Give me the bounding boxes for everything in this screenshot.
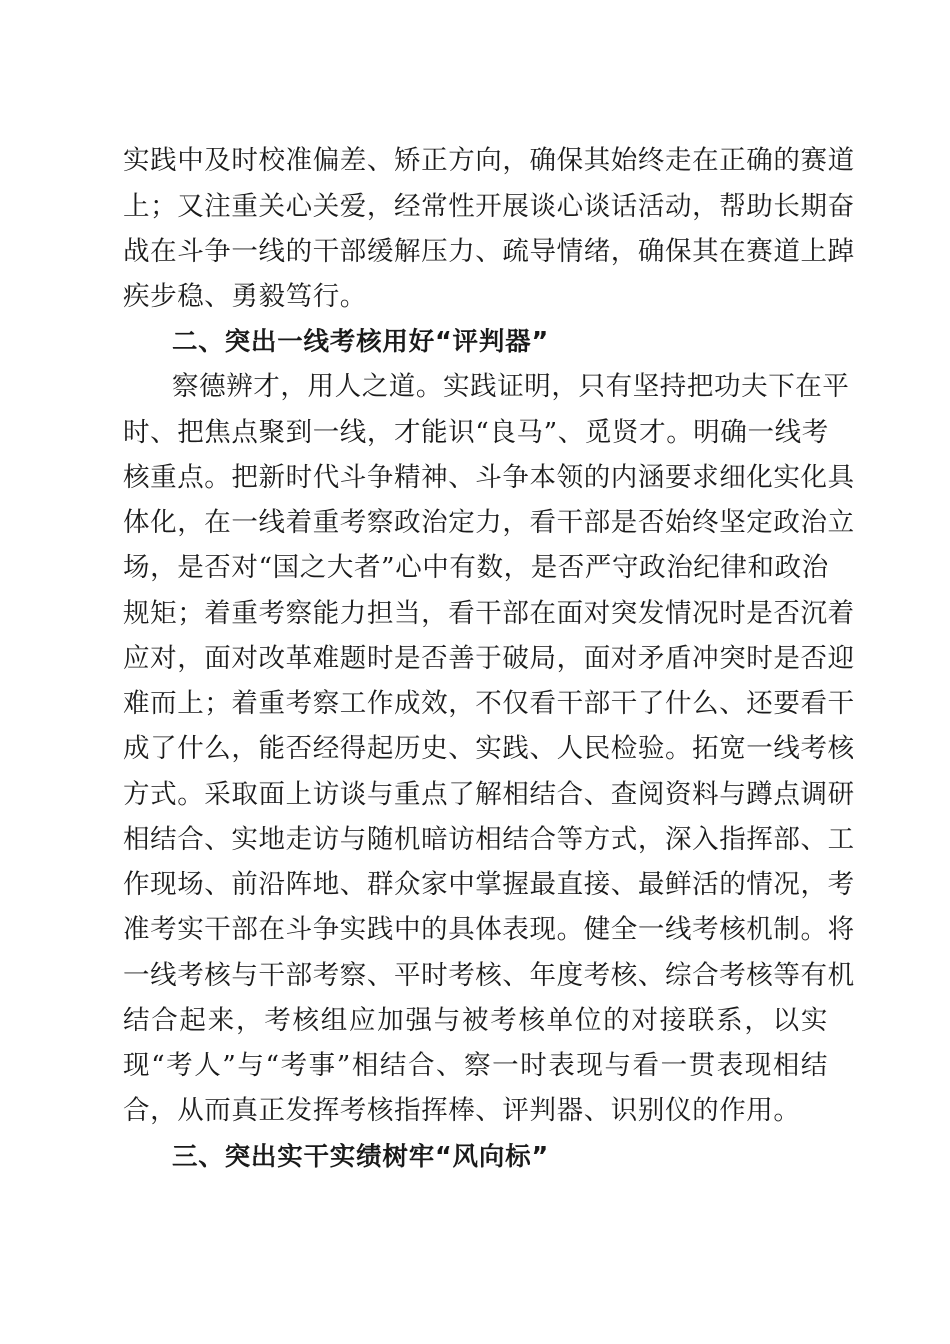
paragraph-line: 现“考人”与“考事”相结合、察一时表现与看一贯表现相结: [123, 1050, 828, 1081]
paragraph-line: 难而上；着重考察工作成效，不仅看干部干了什么、还要看干: [123, 688, 855, 719]
section-heading: 三、突出实干实绩树牢“风向标”: [172, 1142, 550, 1172]
paragraph-line: 作现场、前沿阵地、群众家中掌握最直接、最鲜活的情况，考: [123, 869, 855, 900]
paragraph-line: 时、把焦点聚到一线，才能识“良马”、觅贤才。明确一线考: [123, 417, 829, 448]
paragraph-line: 实践中及时校准偏差、矫正方向，确保其始终走在正确的赛道: [123, 145, 855, 176]
paragraph-line: 场，是否对“国之大者”心中有数，是否严守政治纪律和政治: [123, 552, 829, 583]
paragraph-line: 相结合、实地走访与随机暗访相结合等方式，深入指挥部、工: [123, 824, 855, 855]
paragraph-line: 方式。采取面上访谈与重点了解相结合、查阅资料与蹲点调研: [123, 779, 855, 810]
paragraph-line: 一线考核与干部考察、平时考核、年度考核、综合考核等有机: [123, 960, 855, 991]
paragraph-line: 体化，在一线着重考察政治定力，看干部是否始终坚定政治立: [123, 507, 855, 538]
paragraph-line: 应对，面对改革难题时是否善于破局，面对矛盾冲突时是否迎: [123, 643, 855, 674]
paragraph-line: 规矩；着重考察能力担当，看干部在面对突发情况时是否沉着: [123, 598, 855, 629]
paragraph-line: 核重点。把新时代斗争精神、斗争本领的内涵要求细化实化具: [123, 462, 855, 493]
section-heading: 二、突出一线考核用好“评判器”: [172, 327, 550, 357]
paragraph-line: 疾步稳、勇毅笃行。: [123, 281, 367, 312]
paragraph-line: 察德辨才，用人之道。实践证明，只有坚持把功夫下在平: [172, 371, 850, 402]
paragraph-line: 结合起来，考核组应加强与被考核单位的对接联系，以实: [123, 1005, 828, 1036]
paragraph-line: 合，从而真正发挥考核指挥棒、评判器、识别仪的作用。: [123, 1095, 801, 1126]
paragraph-line: 战在斗争一线的干部缓解压力、疏导情绪，确保其在赛道上踔: [123, 236, 855, 267]
paragraph-line: 成了什么，能否经得起历史、实践、人民检验。拓宽一线考核: [123, 733, 855, 764]
paragraph-line: 上；又注重关心关爱，经常性开展谈心谈话活动，帮助长期奋: [123, 191, 855, 222]
paragraph-line: 准考实干部在斗争实践中的具体表现。健全一线考核机制。将: [123, 914, 855, 945]
